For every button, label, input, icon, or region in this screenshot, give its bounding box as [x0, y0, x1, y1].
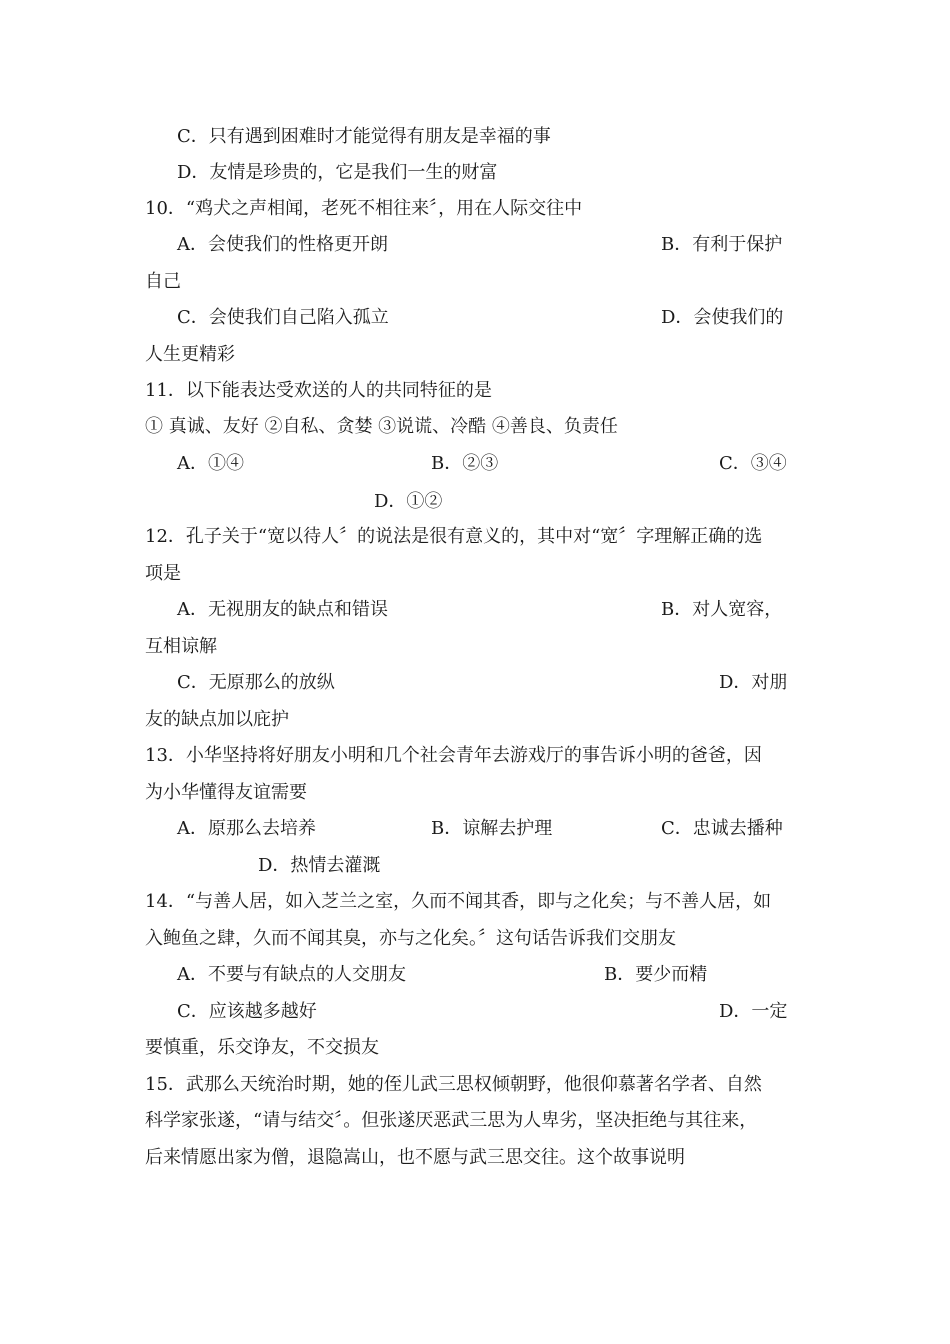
q15-stem-cont-2: 后来情愿出家为僧，退隐嵩山，也不愿与武三思交往。这个故事说明 — [145, 1147, 685, 1168]
q13-option-c: C．忠诚去播种 — [661, 818, 783, 839]
q14-stem: 14．“与善人居，如入芝兰之室，久而不闻其香，即与之化矣；与不善人居，如 — [145, 891, 772, 912]
q14-option-a: A．不要与有缺点的人交朋友 — [177, 964, 406, 985]
q11-items: ① 真诚、友好 ②自私、贪婪 ③说谎、冷酷 ④善良、负责任 — [145, 416, 618, 437]
q10-option-a: A．会使我们的性格更开朗 — [177, 234, 388, 255]
q12-stem-cont: 项是 — [145, 563, 181, 584]
q10-option-d-cont: 人生更精彩 — [145, 344, 235, 365]
q13-option-d: D．热情去灌溉 — [258, 855, 381, 876]
q14-option-c: C．应该越多越好 — [177, 1001, 317, 1022]
q11-option-a: A．①④ — [177, 453, 244, 474]
q12-option-a: A．无视朋友的缺点和错误 — [177, 599, 388, 620]
q12-option-c: C．无原那么的放纵 — [177, 672, 335, 693]
q11-option-c: C．③④ — [719, 453, 787, 474]
q13-option-a: A．原那么去培养 — [177, 818, 316, 839]
q14-stem-cont: 入鲍鱼之肆，久而不闻其臭，亦与之化矣。〞这句话告诉我们交朋友 — [145, 928, 676, 949]
q14-option-d: D．一定 — [719, 1001, 788, 1022]
q9-option-c: C．只有遇到困难时才能觉得有朋友是幸福的事 — [177, 126, 551, 147]
q13-option-b: B．谅解去护理 — [431, 818, 553, 839]
q11-option-b: B．②③ — [431, 453, 499, 474]
q10-option-b: B．有利于保护 — [661, 234, 783, 255]
q10-option-c: C．会使我们自己陷入孤立 — [177, 307, 389, 328]
q13-stem-cont: 为小华懂得友谊需要 — [145, 782, 307, 803]
q14-option-d-cont: 要慎重，乐交诤友，不交损友 — [145, 1037, 379, 1058]
q12-option-b-cont: 互相谅解 — [145, 636, 217, 657]
q15-stem: 15．武那么天统治时期，她的侄儿武三思权倾朝野，他很仰慕著名学者、自然 — [145, 1074, 762, 1095]
q12-option-b: B．对人宽容， — [661, 599, 783, 620]
q12-option-d: D．对朋 — [719, 672, 788, 693]
q10-option-b-cont: 自己 — [145, 271, 181, 292]
q10-option-d: D．会使我们的 — [661, 307, 784, 328]
q12-stem: 12．孔子关于“宽以待人〞的说法是很有意义的，其中对“宽〞字理解正确的选 — [145, 526, 763, 547]
q11-option-d: D．①② — [374, 491, 443, 512]
q14-option-b: B．要少而精 — [604, 964, 708, 985]
q12-option-d-cont: 友的缺点加以庇护 — [145, 709, 289, 730]
q13-stem: 13．小华坚持将好朋友小明和几个社会青年去游戏厅的事告诉小明的爸爸，因 — [145, 745, 762, 766]
q11-stem: 11．以下能表达受欢送的人的共同特征的是 — [145, 380, 492, 401]
q15-stem-cont-1: 科学家张遂，“请与结交〞。但张遂厌恶武三思为人卑劣，坚决拒绝与其往来， — [145, 1110, 758, 1131]
q9-option-d: D．友情是珍贵的，它是我们一生的财富 — [177, 162, 498, 183]
q10-stem: 10．“鸡犬之声相闻，老死不相往来〞，用在人际交往中 — [145, 198, 583, 219]
